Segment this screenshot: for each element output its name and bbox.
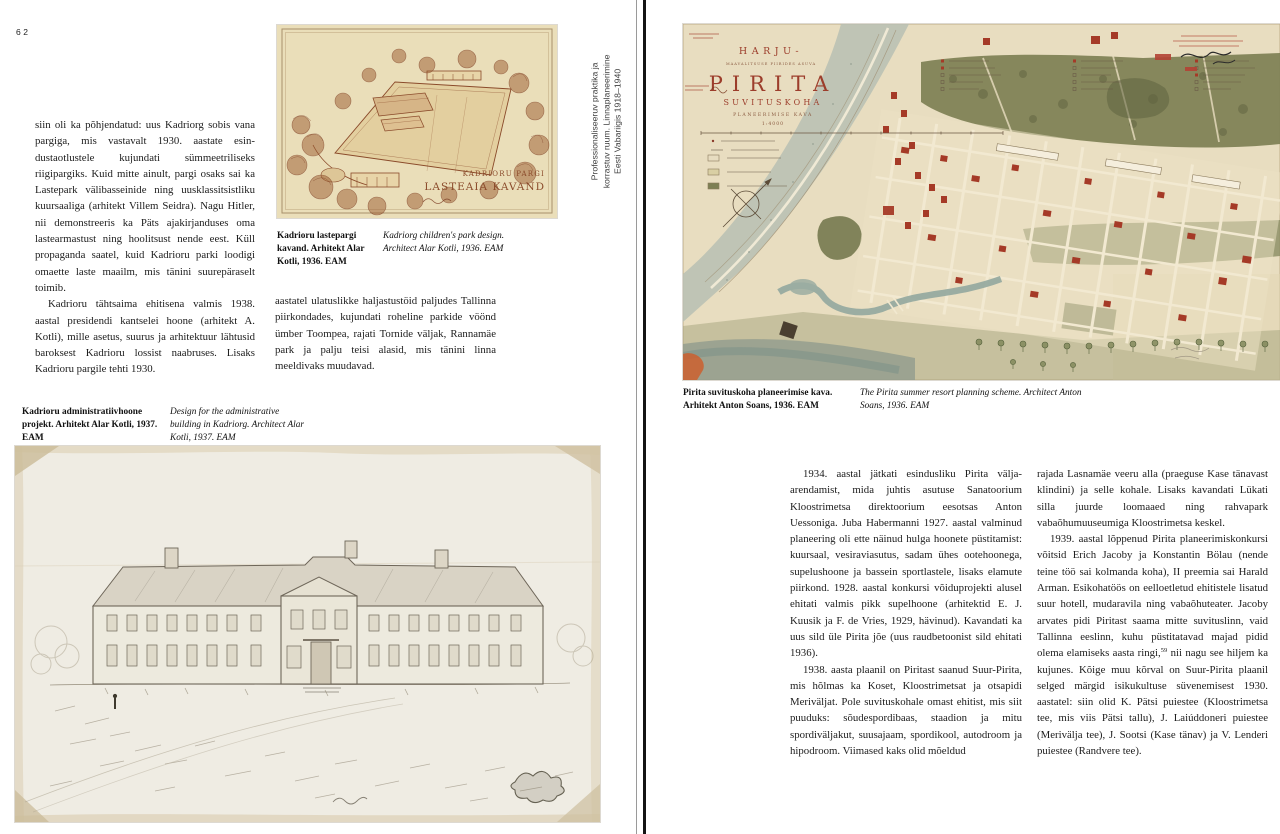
caption-pirita-map bbox=[683, 387, 1108, 413]
paragraph-segment: nii nagu see hiljem ka kujunes. Kõige muu kõrval on Suur-Pirita plaanil selged märgid isikukultuse süvenemisest 1930. aastatel: siin olid K. Pätsi puiestee (Kloostrimetsa tee, mis viis Pätsi tallu), J. Laiúddoneri puiestee (Merivälja tee), J. Sootsi (Kase tänav) ja V. Lenderi puiestee (Randvere tee). bbox=[1037, 647, 1268, 758]
map-tree-row-shape-shape bbox=[976, 339, 982, 345]
windows-lower-shape bbox=[409, 645, 419, 666]
sidenote-line: Eesti Vabariigis 1918–1940 bbox=[612, 68, 623, 174]
map-tree-row-shape-shape bbox=[1130, 341, 1136, 347]
sketch-title-shape: LASTEAIA KAVAND bbox=[424, 181, 545, 193]
windows-lower-shape bbox=[469, 645, 479, 666]
right-text-column-2 bbox=[1037, 466, 1268, 759]
page-number bbox=[16, 22, 30, 40]
map-buildings-grid-shape bbox=[901, 147, 910, 154]
legend-column-3-shape bbox=[1195, 74, 1198, 77]
map-buildings-grid-shape bbox=[955, 277, 963, 284]
map-buildings-grid-shape bbox=[1030, 291, 1039, 298]
windows-upper-shape bbox=[429, 615, 439, 631]
map-forest-shape-shape bbox=[1029, 115, 1037, 123]
windows-upper-shape bbox=[489, 615, 499, 631]
windows-upper-shape bbox=[313, 610, 325, 629]
windows-upper-shape bbox=[187, 615, 197, 631]
windows-upper-shape bbox=[469, 615, 479, 631]
windows-lower-shape bbox=[227, 645, 237, 666]
paragraph: aastatel ulatuslikke haljastustöid paljudes Tallinna piirkondades, kujundati roheline parkide vöönd ümber Toompea, rajati Tornide väljak, Rannamäe park ja palju teisi alasid, mis tänini linna meeldivaks muudavad. bbox=[275, 295, 496, 373]
park-buildings-shape bbox=[351, 173, 399, 187]
map-tree-row-shape-shape bbox=[1174, 339, 1180, 345]
windows-lower-shape bbox=[489, 645, 499, 666]
windows-upper-shape bbox=[409, 615, 419, 631]
map-buildings-coast-shape bbox=[983, 38, 990, 45]
map-sea-band-shape-shape bbox=[792, 181, 794, 183]
map-buildings-grid-shape bbox=[1218, 277, 1227, 285]
paragraph: Kadrioru tähtsaima ehitisena valmis 1938. aastal presidendi kantselei hoone (arhitekt A. Kotli), mille asetus, suurus ja arhitektuur lähtusid baroksest Kadrioru lossist naabruses. Lisaks Kadrioru pargile tehti 1930. bbox=[35, 298, 255, 376]
windows-upper-shape bbox=[227, 615, 237, 631]
sketch-title-shape: KADRIORU PARGI bbox=[462, 170, 545, 178]
entrance-shape bbox=[311, 642, 331, 684]
windows-lower-shape bbox=[511, 645, 521, 666]
map-buildings-coast-shape bbox=[915, 172, 921, 179]
map-sea-band-shape-shape bbox=[726, 279, 728, 281]
map-tree-row-shape-shape bbox=[1040, 361, 1045, 366]
windows-upper-shape bbox=[167, 615, 177, 631]
chapter-sidenote-text bbox=[590, 11, 625, 231]
windows-upper-shape bbox=[251, 615, 261, 631]
windows-lower-shape bbox=[389, 645, 399, 666]
map-forest-shape-shape bbox=[978, 89, 988, 99]
map-tree-row-shape-shape bbox=[1218, 340, 1224, 346]
right-text-column-1 bbox=[790, 466, 1022, 759]
paragraph bbox=[1037, 531, 1268, 759]
windows-upper-shape bbox=[449, 615, 459, 631]
tree-masses-shape bbox=[407, 193, 423, 209]
map-river-shape bbox=[789, 279, 817, 295]
caption-lastepark-en: Kadriorg children's park design. Architect Alar Kotli, 1936. EAM bbox=[383, 231, 505, 255]
map-buildings-coast-shape bbox=[883, 126, 889, 133]
tree-masses-shape bbox=[392, 49, 406, 63]
windows-lower-shape bbox=[107, 645, 117, 666]
map-swatch-legend-shape bbox=[708, 183, 719, 189]
windows-lower-shape bbox=[337, 646, 351, 668]
left-text-column-2 bbox=[275, 293, 496, 374]
map-tree-row-shape-shape bbox=[1196, 339, 1202, 345]
sidenote-line: korrastuv ruum. Linnaplaneerimine bbox=[601, 54, 612, 189]
map-tree-row-shape-shape bbox=[1262, 341, 1268, 347]
windows-upper-shape bbox=[127, 615, 137, 631]
windows-lower-shape bbox=[187, 645, 197, 666]
map-sea-band-shape-shape bbox=[770, 219, 772, 221]
map-buildings-grid-shape bbox=[1157, 191, 1165, 198]
tree-masses-shape bbox=[309, 175, 333, 199]
windows-upper-shape bbox=[369, 615, 379, 631]
caption-pirita-en: The Pirita summer resort planning scheme. Architect Anton Soans, 1936. EAM bbox=[860, 388, 1082, 412]
map-sea-band-shape-shape bbox=[748, 251, 750, 253]
left-text-column-1 bbox=[35, 117, 255, 378]
paragraph: 1934. aastal jätkati esindusliku Pirita väljaarendamist, mida juhtis asutuse Sanatoorium Kloostrimetsa direktoorium eesotsas Anton Uessoniga. Juba Habermanni 1927. aastal valminud planeering oli ette näinud hulga hoonete püstitamist: kuursaal, vesiraviasutus, sadam ühes ootehoonega, supelushoone ja bassein sportlastele, lisaks elamute piirkond. 1928. aastal konkursi võiduprojekti alusel ehitati valmis pikk supelhoone (arhitektid E. J. Kuusik ja F. de Vries, 1929, hävinud). Kavandati ka uus sild üle Pirita jõe (uus raudbetoonist sild ehitati 1936). bbox=[790, 468, 1022, 660]
windows-upper-shape bbox=[389, 615, 399, 631]
chimneys-shape bbox=[165, 548, 178, 568]
tree-masses-shape bbox=[302, 134, 324, 156]
map-buildings-coast-shape bbox=[923, 210, 929, 217]
tree-masses-shape bbox=[292, 116, 310, 134]
caption-admin-building bbox=[22, 406, 308, 446]
map-tree-row-shape-shape bbox=[1086, 343, 1092, 349]
human-figure-shape bbox=[113, 694, 116, 697]
map-scale: 1:4000 bbox=[761, 122, 785, 127]
tree-masses-shape bbox=[368, 197, 386, 215]
windows-lower-shape bbox=[251, 645, 261, 666]
map-stamp-shape bbox=[1185, 67, 1197, 71]
map-tree-row-shape-shape bbox=[1240, 341, 1246, 347]
map-sea-band-shape-shape bbox=[832, 103, 834, 105]
windows-upper-shape bbox=[107, 615, 117, 631]
windows-upper-shape bbox=[147, 615, 157, 631]
windows-lower-shape bbox=[207, 645, 217, 666]
paragraph: siin oli ka põhjendatud: uus Kadriorg sobis vana pargiga, mis vastavalt 1930. aastate esindustaotlustele kujundati sümmeetriliseks riigipargiks. Kuid mitte ainult, pargi osaks sai ka Lastepark välibasseinide ning uusklassitsistliku kuursaaliga (arhitekt Villem Seidra). Nagu Hitler, nii demonstreeris ka Päts ajakirjanduses oma lastearmastust ning hoolitsust nende eest. Küll propaganda saatel, kuid Kadrioru parki loodigi omaette laste maailm, mis tänini suurepäraselt toimib. bbox=[35, 119, 255, 294]
map-buildings-grid-shape bbox=[1072, 257, 1081, 264]
map-tree-row-shape-shape bbox=[998, 340, 1004, 346]
map-tree-row-shape-shape bbox=[1010, 359, 1015, 364]
legend-column-1-shape bbox=[941, 60, 944, 63]
map-buildings-coast-shape bbox=[895, 158, 901, 165]
map-buildings-grid-shape bbox=[1230, 203, 1238, 210]
map-buildings-grid-shape bbox=[971, 175, 980, 182]
map-buildings-grid-shape bbox=[940, 155, 948, 162]
paragraph-segment: 1939. aastal lõppenud Pirita planeerimiskonkursi võitsid Erich Jacoby ja Konstantin Bölau (nende teine töö sai kolmanda koha), II preemia sai Harald Arman. Esikohatöös on eelloetletud ehitistele lisatud suur hotell, mudaravila ning vabaõhuteater. Jacoby arvates pidi Piritast saama mitte suvituslinn, vaid Tallinna eeslinn, kuhu püstitatavad majad pidid olema elamiseks aasta ringi, bbox=[1037, 533, 1268, 660]
windows-lower-shape bbox=[127, 645, 137, 666]
admin-building-drawing-svg bbox=[15, 446, 600, 822]
admin-building-drawing bbox=[15, 446, 600, 822]
pirita-map-svg bbox=[683, 24, 1280, 380]
tree-masses-shape bbox=[458, 50, 476, 68]
tree-masses-shape bbox=[335, 93, 351, 109]
map-buildings-grid-shape bbox=[999, 245, 1007, 252]
page-right bbox=[646, 0, 1280, 834]
caption-admin-et: Kadrioru administratiivhoone projekt. Arhitekt Alar Kotli, 1937. EAM bbox=[22, 407, 158, 444]
windows-upper-shape bbox=[291, 610, 303, 629]
map-buildings-grid-shape bbox=[927, 234, 936, 241]
map-buildings-coast-shape bbox=[905, 222, 911, 229]
map-region-subtitle: MAAVALITSUSE PIIRIDES ASUVA bbox=[725, 62, 817, 66]
page-edge-rule bbox=[636, 0, 637, 834]
windows-lower-shape bbox=[287, 646, 301, 668]
tree-masses-shape bbox=[419, 57, 435, 73]
tree-masses-shape bbox=[287, 155, 307, 175]
map-buildings-coast-shape bbox=[891, 92, 897, 99]
map-buildings-coast-shape bbox=[883, 206, 894, 215]
map-buildings-grid-shape bbox=[1043, 210, 1052, 217]
tree-masses-shape bbox=[337, 189, 357, 209]
map-buildings-grid-shape bbox=[1242, 255, 1252, 263]
tree-masses-shape bbox=[494, 60, 508, 74]
map-buildings-grid-shape bbox=[1114, 221, 1123, 228]
map-subtitle: SUVITUSKOHA bbox=[723, 98, 823, 107]
legend-column-2-shape bbox=[1073, 60, 1076, 63]
tree-masses-shape bbox=[509, 73, 529, 93]
caption-lastepark-et: Kadrioru lastepargi kavand. Arhitekt Alar Kotli, 1936. EAM bbox=[277, 231, 365, 268]
map-buildings-grid-shape bbox=[1103, 300, 1111, 307]
windows-lower-shape bbox=[147, 645, 157, 666]
chimneys-shape bbox=[345, 541, 357, 558]
footnote-reference: 59 bbox=[1160, 647, 1168, 655]
map-forest-shape-shape bbox=[1238, 104, 1248, 114]
caption-pirita-et: Pirita suvituskoha planeerimise kava. Arhitekt Anton Soans, 1936. EAM bbox=[683, 388, 833, 412]
pirita-map bbox=[683, 24, 1280, 380]
map-buildings-grid-shape bbox=[1187, 233, 1196, 240]
map-tree-row-shape-shape bbox=[1108, 342, 1114, 348]
paragraph: 1938. aasta plaanil on Piritast saanud Suur-Pirita, mis hõlmas ka Koset, Kloostrimetsat ja otsapidi Meriväljat. Pole suvituskohale omast ehitist, mis siit puuduks: sõudespordibaas, staadion ja mitu spordiväljakut, suusajaam, spordikool, autodroom ja hipodroom. Viimased kaks olid mõeldud bbox=[790, 663, 1022, 758]
windows-upper-shape bbox=[207, 615, 217, 631]
map-buildings-coast-shape bbox=[901, 110, 907, 117]
map-stamp-shape bbox=[1155, 54, 1171, 60]
windows-upper-shape bbox=[511, 615, 521, 631]
map-tree-row-shape-shape bbox=[1152, 340, 1158, 346]
page-number-text: 62 bbox=[16, 27, 31, 37]
map-buildings-grid-shape bbox=[1145, 268, 1153, 275]
drawing-paper-shape bbox=[15, 446, 24, 822]
drawing-paper-shape bbox=[15, 814, 600, 822]
map-buildings-coast-shape bbox=[929, 184, 935, 191]
map-forest-shape-shape bbox=[1219, 128, 1227, 136]
paragraph: rajada Lasnamäe veeru alla (praeguse Kase tänavast klindini) ja selle kohale. Lisaks kavandati Lükati silla juurde loomaaed ning rahvapark vabaõhumuuseumiga Kloostrimetsa keskel. bbox=[1037, 468, 1268, 529]
tree-masses-shape bbox=[362, 68, 376, 82]
map-tree-row-shape-shape bbox=[1070, 362, 1075, 367]
page-left bbox=[0, 0, 636, 834]
caption-admin-en: Design for the administrative building in Kadriorg. Architect Alar Kotli, 1937. EAM bbox=[170, 407, 305, 444]
map-tree-row-shape-shape bbox=[1020, 341, 1026, 347]
windows-lower-shape bbox=[449, 645, 459, 666]
windows-lower-shape bbox=[429, 645, 439, 666]
map-tree-row-shape-shape bbox=[1064, 343, 1070, 349]
windows-lower-shape bbox=[167, 645, 177, 666]
legend-column-3-shape bbox=[1195, 60, 1198, 63]
map-sea-band-shape-shape bbox=[850, 63, 852, 65]
sidenote-line: Professionaliseeruv praktika ja bbox=[589, 62, 600, 181]
map-buildings-coast-shape bbox=[909, 142, 915, 149]
map-sea-band-shape-shape bbox=[812, 143, 814, 145]
map-tree-row-shape-shape bbox=[1042, 342, 1048, 348]
map-subtitle2: PLANEERIMISE KAVA bbox=[733, 113, 813, 118]
map-swatch-legend-shape bbox=[712, 140, 714, 142]
map-buildings-grid-shape bbox=[1178, 314, 1187, 321]
map-buildings-coast-shape bbox=[941, 196, 947, 203]
map-swatch-legend-shape bbox=[708, 155, 719, 161]
legend-column-1-shape bbox=[941, 67, 944, 70]
map-buildings-grid-shape bbox=[1084, 178, 1092, 185]
caption-lastepark bbox=[277, 230, 511, 270]
chimneys-shape bbox=[435, 550, 448, 568]
map-swatch-legend-shape bbox=[708, 169, 719, 175]
map-forest-shape-shape bbox=[1019, 70, 1027, 78]
map-buildings-coast-shape bbox=[1111, 32, 1118, 39]
map-forest-shape-shape bbox=[1058, 99, 1068, 109]
windows-upper-shape bbox=[335, 610, 347, 629]
map-buildings-coast-shape bbox=[1091, 36, 1100, 44]
map-region-title: HARJU- bbox=[738, 46, 804, 57]
map-buildings-grid-shape bbox=[1011, 164, 1019, 171]
map-main-title: PIRITA bbox=[708, 72, 838, 96]
windows-lower-shape bbox=[369, 645, 379, 666]
